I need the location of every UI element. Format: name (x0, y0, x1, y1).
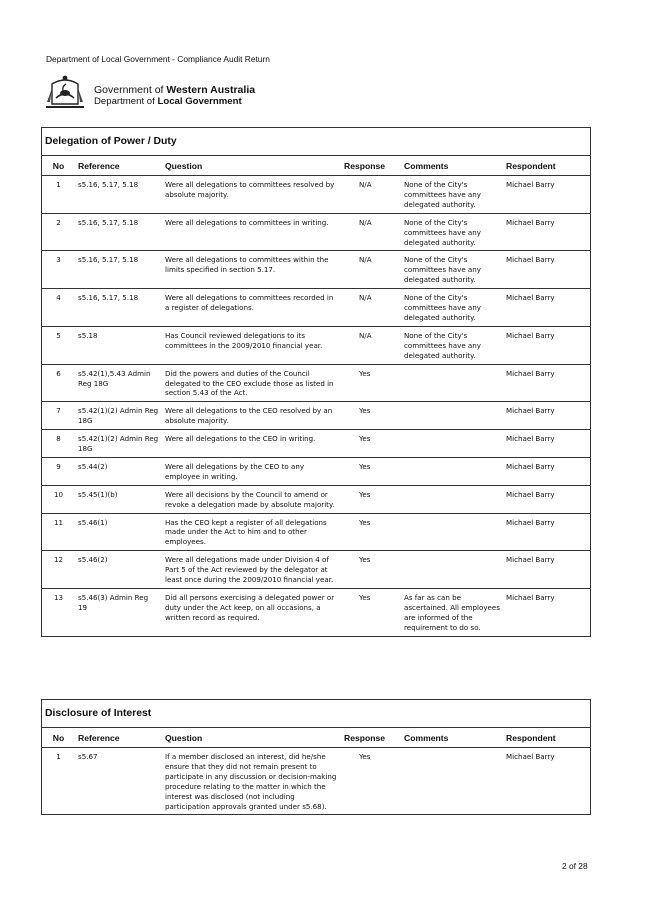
table-row (42, 213, 590, 251)
cell-respondent: Michael Barry (503, 251, 590, 289)
col-response: Response (341, 728, 401, 748)
table-row (42, 589, 590, 636)
cell-no: 3 (42, 251, 75, 289)
cell-respondent: Michael Barry (503, 364, 590, 402)
cell-response: N/A (341, 213, 401, 251)
cell-response: Yes (341, 485, 401, 513)
cell-respondent: Michael Barry (506, 593, 555, 602)
col-respondent: Respondent (503, 156, 590, 176)
col-respondent: Respondent (503, 728, 590, 748)
cell-comments: As far as can be ascertained. All employees are informed of the requirement to do so. (404, 593, 500, 632)
table-row (42, 289, 590, 327)
cell-comments (401, 485, 503, 513)
cell-question: Were all delegations to the CEO resolved by an absolute majority. (162, 402, 341, 430)
cell-no: 1 (42, 176, 75, 214)
cell-respondent: Michael Barry (503, 551, 590, 589)
cell-respondent: Michael Barry (503, 176, 590, 214)
col-reference: Reference (75, 728, 162, 748)
department-title: Department of Local Government (94, 96, 242, 107)
cell-response: Yes (359, 752, 371, 761)
government-logo (44, 72, 274, 118)
cell-respondent: Michael Barry (506, 752, 555, 761)
cell-reference: s5.42(1)(2) Admin Reg 18G (75, 430, 162, 458)
table-header-row (42, 156, 590, 176)
cell-reference: s5.46(1) (75, 513, 162, 551)
cell-respondent: Michael Barry (503, 457, 590, 485)
cell-reference: s5.16, 5.17, 5.18 (75, 213, 162, 251)
cell-comments (401, 430, 503, 458)
cell-response: Yes (341, 551, 401, 589)
cell-question: Has the CEO kept a register of all delegations made under the Act to him and to other employees. (162, 513, 341, 551)
document-header: Department of Local Government - Compliance Audit Return (46, 54, 270, 64)
cell-question: Did the powers and duties of the Council delegated to the CEO exclude those as listed in section 5.43 of the Act. (162, 364, 341, 402)
cell-reference: s5.18 (75, 326, 162, 364)
disclosure-section (41, 699, 591, 815)
col-comments: Comments (401, 156, 503, 176)
table-row (42, 364, 590, 402)
cell-no: 7 (42, 402, 75, 430)
col-reference: Reference (75, 156, 162, 176)
table-row (42, 748, 590, 815)
cell-response: N/A (341, 251, 401, 289)
cell-response: Yes (341, 513, 401, 551)
cell-reference: s5.16, 5.17, 5.18 (75, 289, 162, 327)
cell-reference: s5.16, 5.17, 5.18 (75, 176, 162, 214)
page-number: 2 of 28 (562, 861, 588, 871)
cell-question: Were all delegations to committees within the limits specified in section 5.17. (162, 251, 341, 289)
cell-comments (401, 457, 503, 485)
cell-no: 2 (42, 213, 75, 251)
table-header-row (42, 728, 590, 748)
cell-comments: None of the City's committees have any delegated authority. (401, 289, 503, 327)
table-row (42, 485, 590, 513)
cell-no: 13 (53, 593, 64, 602)
cell-no: 8 (42, 430, 75, 458)
table-row (42, 402, 590, 430)
cell-respondent: Michael Barry (503, 485, 590, 513)
cell-reference: s5.42(1),5.43 Admin Reg 18G (75, 364, 162, 402)
table-row (42, 326, 590, 364)
cell-reference: s5.16, 5.17, 5.18 (75, 251, 162, 289)
cell-no: 1 (56, 752, 61, 761)
cell-comments (401, 748, 503, 815)
cell-response: Yes (359, 593, 371, 602)
cell-comments (401, 364, 503, 402)
cell-no: 12 (42, 551, 75, 589)
cell-question: Were all delegations by the CEO to any employee in writing. (162, 457, 341, 485)
cell-question: Were all delegations to the CEO in writing. (162, 430, 341, 458)
col-question: Question (162, 156, 341, 176)
cell-respondent: Michael Barry (503, 513, 590, 551)
cell-question: Were all delegations to committees in writing. (162, 213, 341, 251)
col-no: No (42, 728, 75, 748)
cell-response: N/A (341, 326, 401, 364)
col-response: Response (341, 156, 401, 176)
cell-comments (401, 551, 503, 589)
cell-respondent: Michael Barry (503, 213, 590, 251)
col-comments: Comments (401, 728, 503, 748)
cell-response: Yes (341, 364, 401, 402)
government-title: Government of Western Australia (94, 84, 256, 96)
cell-respondent: Michael Barry (503, 326, 590, 364)
cell-reference: s5.67 (78, 752, 98, 761)
cell-question: Were all delegations to committees resolved by absolute majority. (162, 176, 341, 214)
cell-comments: None of the City's committees have any delegated authority. (401, 326, 503, 364)
cell-response: N/A (341, 176, 401, 214)
cell-question: If a member disclosed an interest, did he/she ensure that they did not remain present to participate in any discussion or decision-making procedure relating to the matter in which the interest was disclosed (not including participation approvals granted under s5.68). (165, 752, 337, 811)
cell-respondent: Michael Barry (503, 430, 590, 458)
cell-response: Yes (341, 457, 401, 485)
cell-no: 10 (42, 485, 75, 513)
cell-comments (401, 402, 503, 430)
delegation-table (42, 156, 590, 636)
cell-question: Were all delegations to committees recorded in a register of delegations. (162, 289, 341, 327)
cell-reference: s5.46(3) Admin Reg 19 (78, 593, 149, 612)
table-row (42, 430, 590, 458)
col-question: Question (162, 728, 341, 748)
cell-no: 11 (42, 513, 75, 551)
cell-question: Were all delegations made under Division 4 of Part 5 of the Act reviewed by the delegator at least once during the 2009/2010 financial year. (162, 551, 341, 589)
cell-respondent: Michael Barry (503, 402, 590, 430)
cell-no: 6 (42, 364, 75, 402)
table-row (42, 513, 590, 551)
cell-respondent: Michael Barry (503, 289, 590, 327)
cell-reference: s5.46(2) (75, 551, 162, 589)
table-row (42, 457, 590, 485)
table-row (42, 251, 590, 289)
col-no: No (42, 156, 75, 176)
cell-reference: s5.44(2) (75, 457, 162, 485)
cell-response: Yes (341, 402, 401, 430)
cell-comments: None of the City's committees have any delegated authority. (401, 251, 503, 289)
disclosure-table (42, 728, 590, 814)
section-title: Delegation of Power / Duty (42, 128, 590, 156)
cell-question: Did all persons exercising a delegated power or duty under the Act keep, on all occasions, a written record as required. (165, 593, 335, 622)
cell-reference: s5.42(1)(2) Admin Reg 18G (75, 402, 162, 430)
cell-no: 4 (42, 289, 75, 327)
cell-response: Yes (341, 430, 401, 458)
cell-no: 9 (42, 457, 75, 485)
cell-question: Were all decisions by the Council to amend or revoke a delegation made by absolute majority. (162, 485, 341, 513)
wa-crest-icon (44, 72, 86, 112)
cell-question: Has Council reviewed delegations to its committees in the 2009/2010 financial year. (162, 326, 341, 364)
cell-response: N/A (341, 289, 401, 327)
cell-no: 5 (42, 326, 75, 364)
cell-comments (401, 513, 503, 551)
cell-reference: s5.45(1)(b) (75, 485, 162, 513)
cell-comments: None of the City's committees have any delegated authority. (401, 213, 503, 251)
table-row (42, 551, 590, 589)
section-title: Disclosure of Interest (42, 700, 590, 728)
delegation-section (41, 127, 591, 637)
cell-comments: None of the City's committees have any delegated authority. (401, 176, 503, 214)
table-row (42, 176, 590, 214)
